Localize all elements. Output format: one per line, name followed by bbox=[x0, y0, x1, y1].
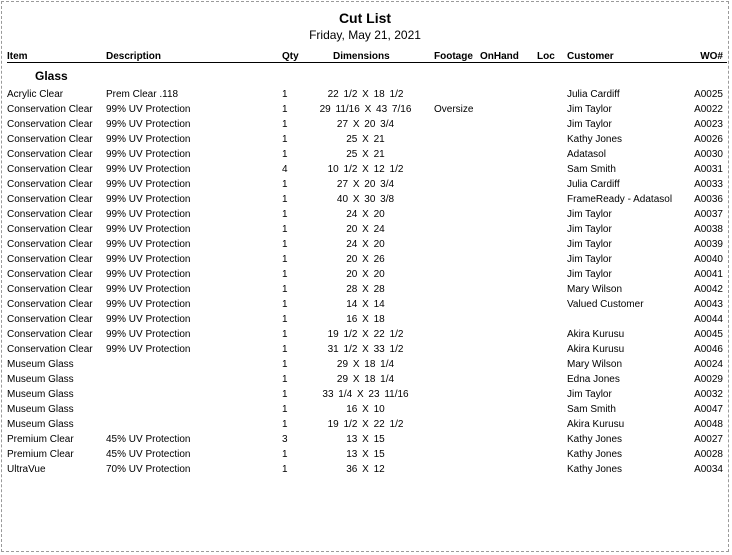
table-row bbox=[2, 118, 728, 133]
cell-dimensions: 14 X 14 bbox=[346, 299, 385, 310]
cell-wo: A0036 bbox=[694, 194, 723, 205]
cell-description: 99% UV Protection bbox=[106, 119, 191, 130]
cell-wo: A0039 bbox=[694, 239, 723, 250]
report-title: Cut List bbox=[338, 10, 392, 26]
cell-dimensions: 16 X 10 bbox=[346, 404, 385, 415]
cell-dimensions: 27 X 20 3/4 bbox=[336, 119, 395, 130]
cell-description: 99% UV Protection bbox=[106, 104, 191, 115]
cell-wo: A0023 bbox=[694, 119, 723, 130]
cell-customer: Valued Customer bbox=[567, 299, 644, 310]
table-row bbox=[2, 253, 728, 268]
column-header-dimensions: Dimensions bbox=[333, 51, 390, 62]
cell-qty: 1 bbox=[282, 419, 288, 430]
cell-description: 45% UV Protection bbox=[106, 434, 191, 445]
cell-description: 99% UV Protection bbox=[106, 194, 191, 205]
cell-item: Conservation Clear bbox=[7, 314, 93, 325]
cell-dimensions: 13 X 15 bbox=[346, 449, 385, 460]
report-page bbox=[1, 1, 729, 552]
cell-customer: Kathy Jones bbox=[567, 464, 623, 475]
cell-customer: Kathy Jones bbox=[567, 134, 623, 145]
cell-customer: Sam Smith bbox=[567, 164, 616, 175]
cell-dimensions: 20 X 24 bbox=[346, 224, 385, 235]
cell-item: UltraVue bbox=[7, 464, 46, 475]
cell-item: Conservation Clear bbox=[7, 329, 93, 340]
table-row bbox=[2, 388, 728, 403]
table-row bbox=[2, 328, 728, 343]
table-row bbox=[2, 358, 728, 373]
cell-description: 99% UV Protection bbox=[106, 134, 191, 145]
cell-wo: A0029 bbox=[694, 374, 723, 385]
cell-qty: 1 bbox=[282, 389, 288, 400]
cell-description: 70% UV Protection bbox=[106, 464, 191, 475]
cell-wo: A0026 bbox=[694, 134, 723, 145]
cell-item: Conservation Clear bbox=[7, 254, 93, 265]
cell-item: Premium Clear bbox=[7, 449, 74, 460]
cell-item: Conservation Clear bbox=[7, 299, 93, 310]
cell-customer: Jim Taylor bbox=[567, 239, 612, 250]
cell-customer: Mary Wilson bbox=[567, 284, 623, 295]
column-header-loc: Loc bbox=[537, 51, 555, 62]
cell-customer: Kathy Jones bbox=[567, 434, 623, 445]
cell-wo: A0033 bbox=[694, 179, 723, 190]
cell-item: Conservation Clear bbox=[7, 149, 93, 160]
cell-wo: A0022 bbox=[694, 104, 723, 115]
column-header-qty: Qty bbox=[282, 51, 299, 62]
cut-list-rows bbox=[2, 88, 728, 478]
cell-dimensions: 36 X 12 bbox=[346, 464, 385, 475]
cell-wo: A0045 bbox=[694, 329, 723, 340]
cell-customer: Adatasol bbox=[567, 149, 606, 160]
cell-item: Conservation Clear bbox=[7, 269, 93, 280]
cell-item: Conservation Clear bbox=[7, 179, 93, 190]
cell-customer: Julia Cardiff bbox=[567, 179, 620, 190]
cell-item: Museum Glass bbox=[7, 419, 74, 430]
table-row bbox=[2, 178, 728, 193]
cell-qty: 1 bbox=[282, 284, 288, 295]
cell-dimensions: 27 X 20 3/4 bbox=[336, 179, 395, 190]
cell-qty: 1 bbox=[282, 449, 288, 460]
cell-dimensions: 24 X 20 bbox=[346, 209, 385, 220]
table-row bbox=[2, 208, 728, 223]
table-row bbox=[2, 223, 728, 238]
cell-qty: 1 bbox=[282, 179, 288, 190]
cell-customer: Jim Taylor bbox=[567, 389, 612, 400]
cell-customer: Mary Wilson bbox=[567, 359, 623, 370]
cell-item: Conservation Clear bbox=[7, 344, 93, 355]
cell-item: Museum Glass bbox=[7, 359, 74, 370]
cell-item: Conservation Clear bbox=[7, 194, 93, 205]
cell-description: 99% UV Protection bbox=[106, 329, 191, 340]
cell-wo: A0048 bbox=[694, 419, 723, 430]
cell-customer: Jim Taylor bbox=[567, 209, 612, 220]
cell-qty: 1 bbox=[282, 314, 288, 325]
cell-description: 99% UV Protection bbox=[106, 164, 191, 175]
column-header-wo: WO# bbox=[700, 51, 723, 62]
cell-qty: 3 bbox=[282, 434, 288, 445]
cell-item: Conservation Clear bbox=[7, 239, 93, 250]
cell-qty: 1 bbox=[282, 269, 288, 280]
cell-dimensions: 16 X 18 bbox=[346, 314, 385, 325]
cell-customer: Julia Cardiff bbox=[567, 89, 620, 100]
table-row bbox=[2, 283, 728, 298]
cell-qty: 1 bbox=[282, 329, 288, 340]
report-date: Friday, May 21, 2021 bbox=[309, 28, 421, 42]
cell-item: Conservation Clear bbox=[7, 104, 93, 115]
cell-dimensions: 40 X 30 3/8 bbox=[336, 194, 395, 205]
cell-description: 99% UV Protection bbox=[106, 224, 191, 235]
cell-footage: Oversize bbox=[434, 104, 474, 115]
cell-dimensions: 25 X 21 bbox=[346, 134, 385, 145]
cell-item: Museum Glass bbox=[7, 404, 74, 415]
cell-customer: Akira Kurusu bbox=[567, 329, 625, 340]
cell-description: 99% UV Protection bbox=[106, 344, 191, 355]
cell-dimensions: 10 1/2 X 12 1/2 bbox=[327, 164, 404, 175]
cell-item: Conservation Clear bbox=[7, 284, 93, 295]
cell-item: Museum Glass bbox=[7, 374, 74, 385]
cell-customer: Jim Taylor bbox=[567, 254, 612, 265]
cell-dimensions: 31 1/2 X 33 1/2 bbox=[327, 344, 404, 355]
cell-qty: 1 bbox=[282, 254, 288, 265]
cell-dimensions: 28 X 28 bbox=[346, 284, 385, 295]
cell-dimensions: 24 X 20 bbox=[346, 239, 385, 250]
cell-qty: 1 bbox=[282, 344, 288, 355]
column-header-customer: Customer bbox=[567, 51, 614, 62]
cell-item: Premium Clear bbox=[7, 434, 74, 445]
cell-description: 45% UV Protection bbox=[106, 449, 191, 460]
cell-wo: A0030 bbox=[694, 149, 723, 160]
table-row bbox=[2, 343, 728, 358]
cell-customer: Jim Taylor bbox=[567, 224, 612, 235]
cell-description: 99% UV Protection bbox=[106, 269, 191, 280]
cell-item: Conservation Clear bbox=[7, 119, 93, 130]
cell-wo: A0024 bbox=[694, 359, 723, 370]
table-row bbox=[2, 298, 728, 313]
cell-dimensions: 29 11/16 X 43 7/16 bbox=[319, 104, 412, 115]
cell-dimensions: 19 1/2 X 22 1/2 bbox=[327, 419, 404, 430]
cell-dimensions: 29 X 18 1/4 bbox=[336, 359, 395, 370]
cell-description: 99% UV Protection bbox=[106, 284, 191, 295]
cell-description: 99% UV Protection bbox=[106, 149, 191, 160]
table-row bbox=[2, 433, 728, 448]
column-header-onhand: OnHand bbox=[480, 51, 519, 62]
table-row bbox=[2, 448, 728, 463]
table-row bbox=[2, 238, 728, 253]
cell-description: 99% UV Protection bbox=[106, 254, 191, 265]
cell-dimensions: 20 X 20 bbox=[346, 269, 385, 280]
cell-wo: A0034 bbox=[694, 464, 723, 475]
cell-qty: 1 bbox=[282, 404, 288, 415]
cell-customer: Kathy Jones bbox=[567, 449, 623, 460]
cell-dimensions: 22 1/2 X 18 1/2 bbox=[327, 89, 404, 100]
cell-dimensions: 25 X 21 bbox=[346, 149, 385, 160]
cell-wo: A0042 bbox=[694, 284, 723, 295]
cell-item: Museum Glass bbox=[7, 389, 74, 400]
table-row bbox=[2, 193, 728, 208]
cell-qty: 1 bbox=[282, 464, 288, 475]
cell-wo: A0027 bbox=[694, 434, 723, 445]
cell-wo: A0031 bbox=[694, 164, 723, 175]
table-row bbox=[2, 148, 728, 163]
cell-qty: 1 bbox=[282, 359, 288, 370]
cell-dimensions: 29 X 18 1/4 bbox=[336, 374, 395, 385]
table-row bbox=[2, 133, 728, 148]
cell-description: 99% UV Protection bbox=[106, 239, 191, 250]
cell-customer: Edna Jones bbox=[567, 374, 620, 385]
cell-qty: 1 bbox=[282, 299, 288, 310]
cell-wo: A0046 bbox=[694, 344, 723, 355]
cell-item: Conservation Clear bbox=[7, 209, 93, 220]
cell-customer: Sam Smith bbox=[567, 404, 616, 415]
cell-customer: FrameReady - Adatasol bbox=[567, 194, 673, 205]
column-header-description: Description bbox=[106, 51, 162, 62]
table-row bbox=[2, 463, 728, 478]
cell-description: 99% UV Protection bbox=[106, 209, 191, 220]
cell-qty: 1 bbox=[282, 89, 288, 100]
table-row bbox=[2, 313, 728, 328]
table-row bbox=[2, 418, 728, 433]
cell-wo: A0041 bbox=[694, 269, 723, 280]
cell-item: Conservation Clear bbox=[7, 224, 93, 235]
cell-description: 99% UV Protection bbox=[106, 299, 191, 310]
column-header-item: Item bbox=[7, 51, 28, 62]
cell-description: 99% UV Protection bbox=[106, 179, 191, 190]
cell-item: Conservation Clear bbox=[7, 164, 93, 175]
cell-qty: 1 bbox=[282, 239, 288, 250]
cell-description: 99% UV Protection bbox=[106, 314, 191, 325]
section-title: Glass bbox=[35, 69, 68, 83]
cell-qty: 1 bbox=[282, 134, 288, 145]
cell-qty: 1 bbox=[282, 224, 288, 235]
table-row bbox=[2, 163, 728, 178]
table-row bbox=[2, 403, 728, 418]
cell-item: Conservation Clear bbox=[7, 134, 93, 145]
cell-qty: 1 bbox=[282, 119, 288, 130]
cell-dimensions: 19 1/2 X 22 1/2 bbox=[327, 329, 404, 340]
table-row bbox=[2, 268, 728, 283]
column-header-footage: Footage bbox=[434, 51, 473, 62]
cell-qty: 1 bbox=[282, 209, 288, 220]
cell-wo: A0047 bbox=[694, 404, 723, 415]
cell-wo: A0040 bbox=[694, 254, 723, 265]
cell-customer: Akira Kurusu bbox=[567, 344, 625, 355]
cell-qty: 1 bbox=[282, 194, 288, 205]
cell-wo: A0025 bbox=[694, 89, 723, 100]
header-divider bbox=[7, 62, 727, 63]
cell-qty: 1 bbox=[282, 104, 288, 115]
cell-customer: Akira Kurusu bbox=[567, 419, 625, 430]
cell-dimensions: 33 1/4 X 23 11/16 bbox=[322, 389, 409, 400]
cell-item: Acrylic Clear bbox=[7, 89, 64, 100]
cell-qty: 1 bbox=[282, 374, 288, 385]
cell-wo: A0032 bbox=[694, 389, 723, 400]
cell-dimensions: 13 X 15 bbox=[346, 434, 385, 445]
cell-qty: 4 bbox=[282, 164, 288, 175]
cell-customer: Jim Taylor bbox=[567, 269, 612, 280]
cell-customer: Jim Taylor bbox=[567, 119, 612, 130]
cell-wo: A0037 bbox=[694, 209, 723, 220]
cell-description: Prem Clear .118 bbox=[106, 89, 179, 100]
cell-qty: 1 bbox=[282, 149, 288, 160]
cell-wo: A0028 bbox=[694, 449, 723, 460]
table-row bbox=[2, 373, 728, 388]
cell-wo: A0038 bbox=[694, 224, 723, 235]
table-row bbox=[2, 88, 728, 103]
table-row bbox=[2, 103, 728, 118]
cell-customer: Jim Taylor bbox=[567, 104, 612, 115]
cell-dimensions: 20 X 26 bbox=[346, 254, 385, 265]
cell-wo: A0044 bbox=[694, 314, 723, 325]
cell-wo: A0043 bbox=[694, 299, 723, 310]
